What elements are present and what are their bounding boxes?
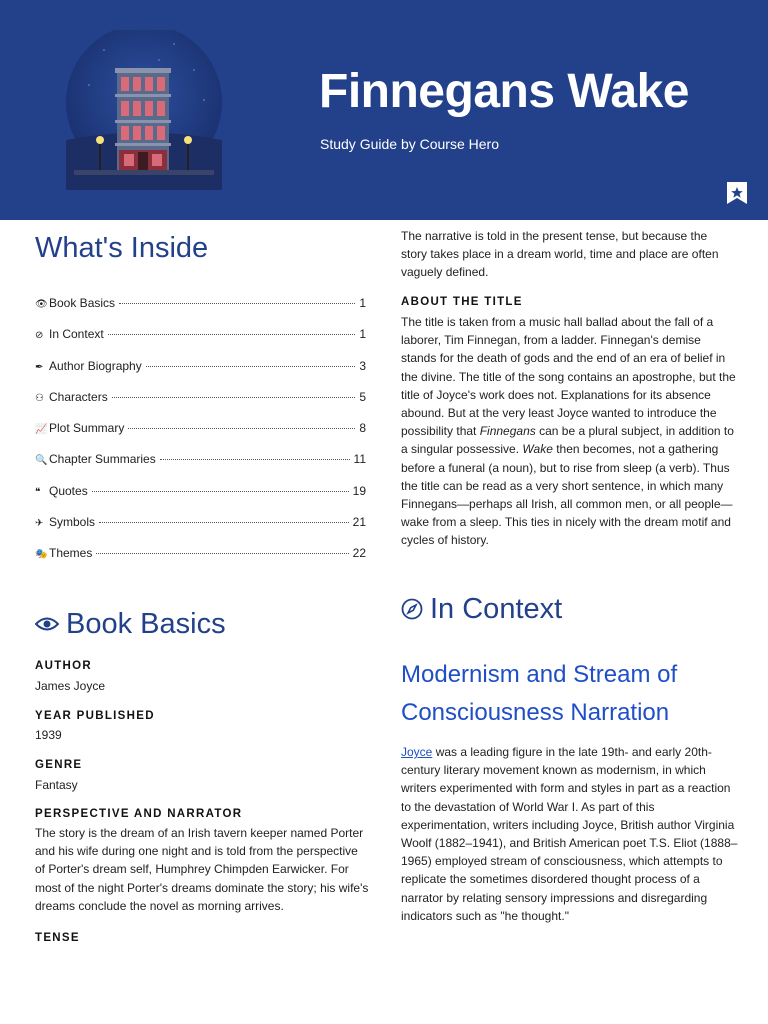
bookmark-star-icon[interactable] [727,182,747,204]
book-basics-heading [35,606,226,642]
about-title-part: then becomes, not a gathering before a funeral (a noun), but to rise from sleep (a verb). Thus the title can be read as a very short sentence, in which many Finnegans—perhaps all Irish, all common men, or all people—wake from a sleep. This ties in nicely with the dream motif and cycles of history. [401,442,733,548]
toc-leader [128,428,355,429]
toc-page-number: 11 [353,452,366,467]
cover-header [0,0,768,220]
book-basics-title: Book Basics [66,608,226,640]
toc-item-chapter-summaries[interactable] [35,452,366,483]
toc-item-book-basics[interactable] [35,296,366,327]
year-value: 1939 [35,728,62,742]
toc-page-number: 19 [352,483,366,498]
toc-leader [108,334,356,335]
modernism-subheading: Modernism and Stream of Consciousness Narration [401,661,678,726]
toc-item-in-context[interactable] [35,327,366,358]
toc-page-number: 3 [359,358,366,373]
masks-icon: 🎭 [35,549,48,561]
toc-leader [96,553,348,554]
perspective-text: The story is the dream of an Irish tavern keeper named Porter and his wife during one night and is told from the perspective of Porter's dream self, Humphrey Chimpden Earwicker. For most of the night Porter's dreams dominate the story; his wife's dreams conclude the novel as morning arrives. [35,826,369,913]
people-icon: ⚇ [35,392,44,404]
toc-item-symbols[interactable] [35,515,366,546]
author-value: James Joyce [35,679,106,693]
toc-leader [160,459,350,460]
compass-icon: ⊘ [35,330,44,342]
toc-page-number: 21 [352,515,366,530]
modernism-body: was a leading figure in the late 19th- and early 20th-century literary movement known as modernism, in which writers experimented with form and styles in part as a reaction to the devastation of World War I. As part of this experimentation, writers including Joyce, British author Virginia Woolf (1882–1941), and British American poet T.S. Eliot (1888–1965) employed stream of consciousness, which attempts to replicate the sometimes disordered thought process of a narrator by relating sensory impressions and disregarding indicators such as "he thought." [401,745,738,923]
in-context-heading [401,591,562,627]
perspective-label: PERSPECTIVE AND NARRATOR [35,808,243,820]
about-title-text [401,313,736,550]
line-chart-icon: 📈 [35,424,48,436]
quote-icon: ❝ [35,486,41,498]
toc-leader [112,397,356,398]
toc-item-label: Quotes [49,483,88,498]
compass-icon [401,598,423,620]
toc-leader [146,366,356,367]
genre-label: GENRE [35,759,83,771]
table-of-contents [35,296,366,578]
book-subtitle: Study Guide by Course Hero [320,136,499,152]
toc-item-label: Chapter Summaries [49,452,156,467]
pen-nib-icon: ✒ [35,361,44,373]
toc-item-quotes[interactable] [35,484,366,515]
toc-item-label: Author Biography [49,358,142,373]
year-label: YEAR PUBLISHED [35,710,155,722]
tense-text: The narrative is told in the present tense, but because the story takes place in a dream world, time and place are often vaguely defined. [401,229,719,280]
toc-item-characters[interactable] [35,390,366,421]
toc-page-number: 22 [352,546,366,561]
toc-page-number: 8 [359,421,366,436]
about-title-label: ABOUT THE TITLE [401,296,523,308]
modernism-text [401,743,738,925]
about-title-emphasis: Finnegans [479,424,536,439]
toc-leader [92,491,349,492]
magnifier-icon: 🔍 [35,455,48,467]
in-context-title: In Context [430,593,563,625]
bird-icon: ✈ [35,518,44,530]
author-label: AUTHOR [35,660,92,672]
tense-label: TENSE [35,932,80,944]
about-title-part: can be a plural subject, in addition to a singular possessive. [401,424,734,457]
toc-item-themes[interactable] [35,546,366,577]
joyce-link[interactable]: Joyce [401,745,433,759]
toc-item-author-biography[interactable] [35,359,366,390]
toc-page-number: 1 [359,327,366,342]
about-title-part: The title is taken from a music hall ballad about the fall of a laborer, Tim Finnegan, from a ladder. Finnegan's demise stands for the death of gods and the end of an era of belief in the divine. The title of the song contains an apostrophe, but the title of Joyce's work does not. Explanations for its absence abound. But at the very least Joyce wanted to introduce the possibility that [401,315,736,439]
toc-heading: What's Inside [35,232,209,264]
toc-item-label: In Context [49,327,104,342]
toc-item-plot-summary[interactable] [35,421,366,452]
building-illustration [64,30,224,190]
toc-leader [119,303,355,304]
toc-item-label: Plot Summary [49,421,125,436]
toc-item-label: Book Basics [49,296,116,310]
about-title-emphasis: Wake [522,442,553,457]
eye-icon: 👁 [35,299,48,310]
genre-value: Fantasy [35,778,78,792]
toc-page-number: 5 [359,389,366,404]
toc-item-label: Symbols [49,515,96,530]
toc-leader [99,522,349,523]
toc-item-label: Characters [49,389,108,404]
toc-page-number: 1 [359,296,366,310]
book-title: Finnegans Wake [319,65,689,118]
eye-icon [35,616,59,632]
toc-item-label: Themes [49,546,93,561]
